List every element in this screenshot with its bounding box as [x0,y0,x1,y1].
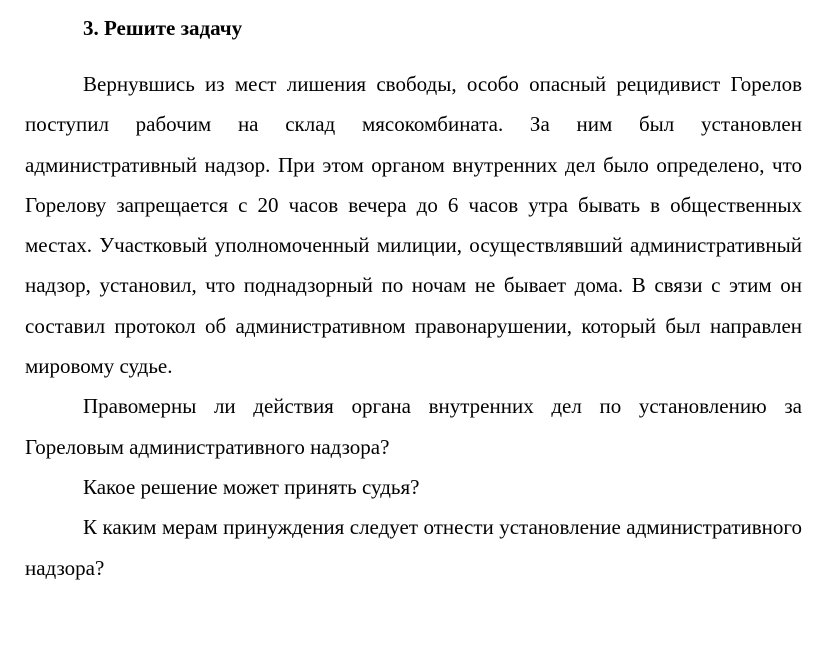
task-question-3: К каким мерам принуждения следует отнести установление административного надзора? [25,515,802,580]
task-body [25,64,802,588]
task-paragraph-description: Вернувшись из мест лишения свободы, особо опасный рецидивист Горелов поступил рабочим на склад мясокомбината. За ним был установлен административный надзор. При этом органом внутренних дел было определено, что Горелову запрещается с 20 часов вечера до 6 часов утра бывать в общественных местах. Участковый уполномоченный милиции, осуществлявший административный надзор, установил, что поднадзорный по ночам не бывает дома. В связи с этим он составил протокол об административном правонарушении, который был направлен мировому судье. [25,72,802,379]
task-question-1: Правомерны ли действия органа внутренних дел по установлению за Гореловым административного надзора? [25,394,802,459]
task-question-2: Какое решение может принять судья? [83,474,420,499]
task-heading: 3. Решите задачу [83,16,243,40]
